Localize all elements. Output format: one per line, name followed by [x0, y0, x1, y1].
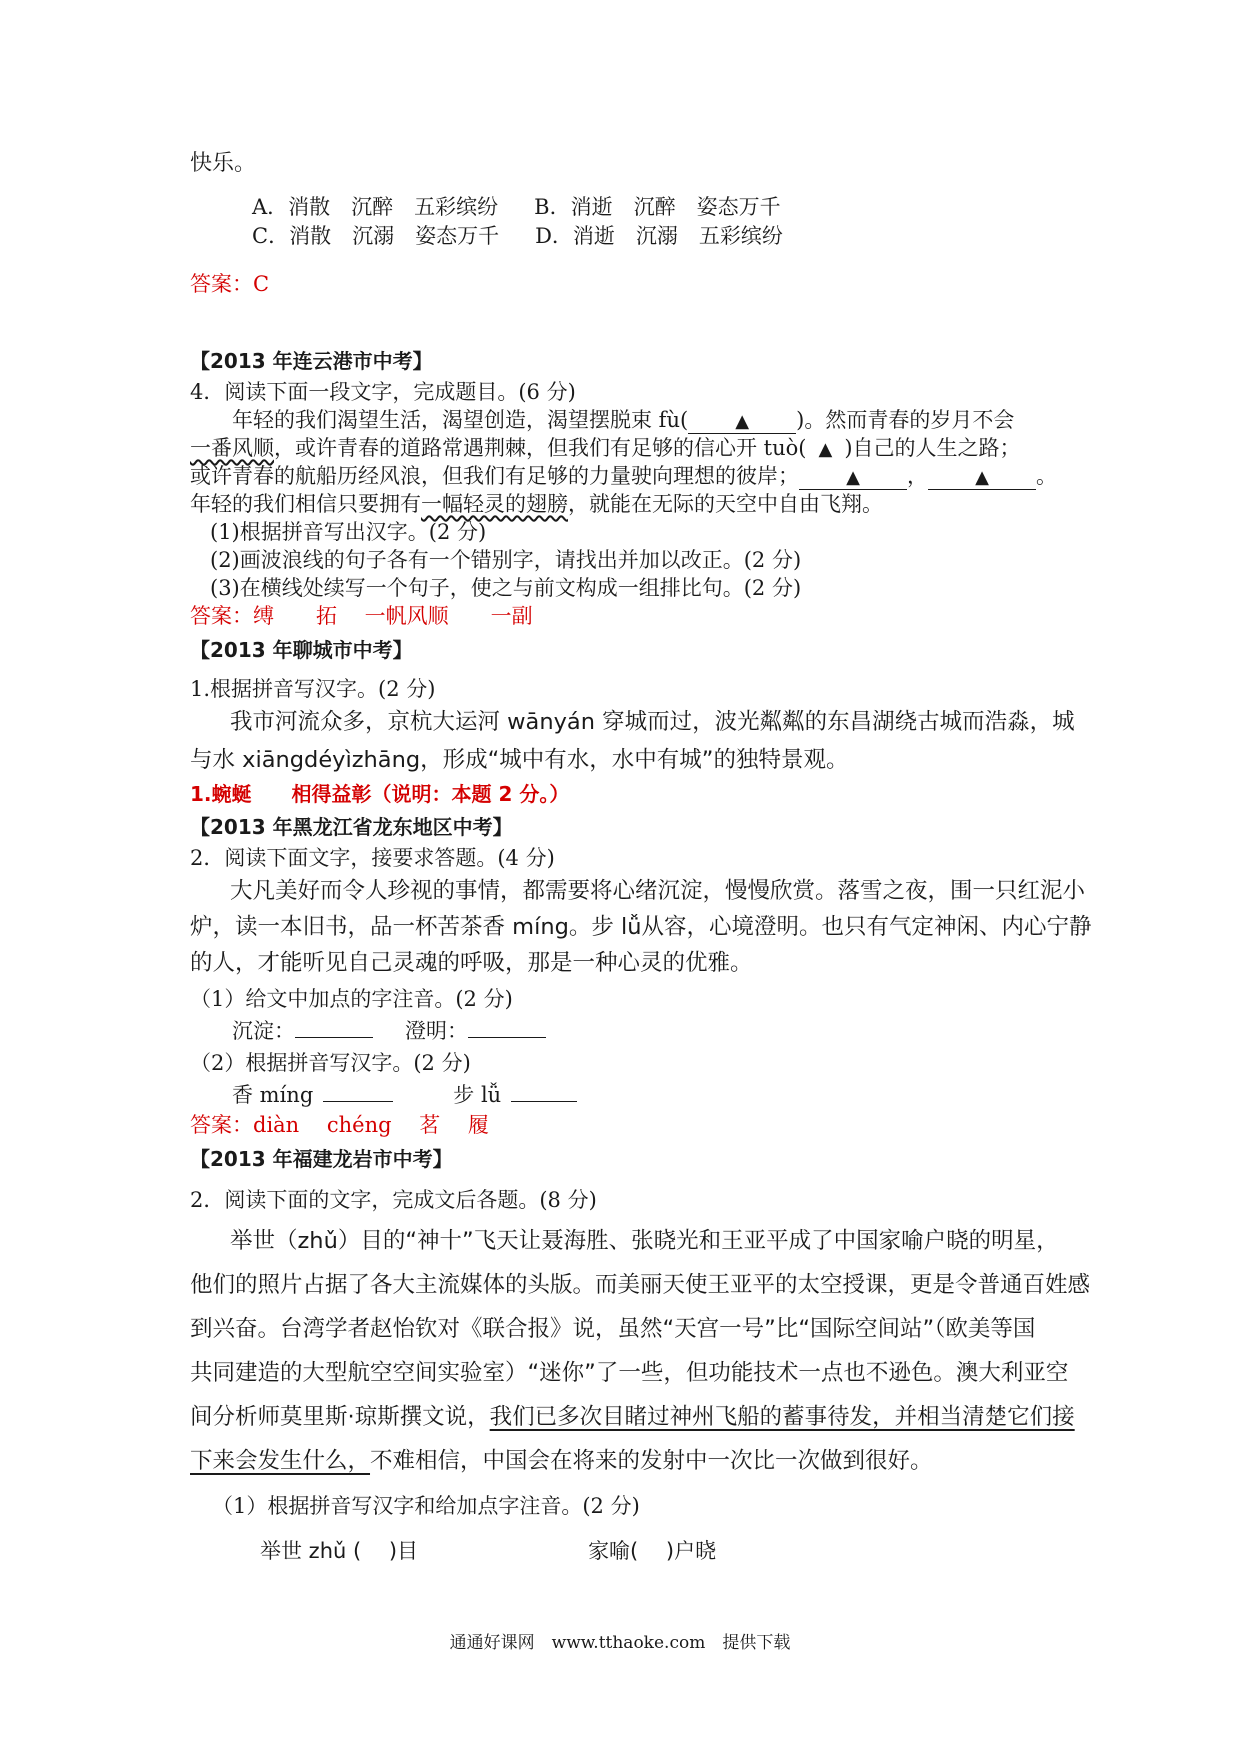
passage-4-line-4: 年轻的我们相信只要拥有一幅轻灵的翅膀，就能在无际的天空中自由飞翔。 — [190, 492, 883, 516]
option-row-2 — [252, 222, 1122, 250]
longyan-passage-line-3: 到兴奋。台湾学者赵怡钦对《联合报》说，虽然“天宫一号”比“国际空间站”（欧美等国 — [190, 1316, 1036, 1342]
heilongjiang-passage-line-1: 大凡美好而令人珍视的事情，都需要将心绪沉淀，慢慢欣赏。落雪之夜，围一只红泥小 — [230, 878, 1086, 904]
passage-4-line-1: 年轻的我们渴望生活，渴望创造，渴望摆脱束 fù( ▲ )。然而青春的岁月不会 — [232, 408, 1015, 432]
sub-question-2: (2)画波浪线的句子各有一个错别字，请找出并加以改正。(2 分) — [210, 548, 802, 572]
longyan-passage-line-4: 共同建造的大型航空空间实验室）“迷你”了一些，但功能技术一点也不逊色。澳大利亚空 — [190, 1360, 1069, 1386]
triangle-icon: ▲ — [846, 467, 860, 488]
question-4: 4．阅读下面一段文字，完成题目。(6 分) — [190, 380, 576, 404]
continuation-blank-2[interactable] — [928, 465, 1036, 490]
pinyin-blank-dian[interactable] — [295, 1037, 373, 1038]
sub-question-3: (3)在横线处续写一个句子，使之与前文构成一组排比句。(2 分) — [210, 576, 802, 600]
section-heading-heilongjiang: 【2013 年黑龙江省龙东地区中考】 — [190, 815, 513, 839]
longyan-sub-question-1: （1）根据拼音写汉字和给加点字注音。(2 分) — [212, 1494, 640, 1518]
option-a: A．消散 沉醉 五彩缤纷 — [252, 195, 499, 219]
triangle-icon: ▲ — [735, 411, 750, 432]
heilongjiang-passage-line-2: 炉，读一本旧书，品一杯苦茶香 míng。步 lǚ从容，心境澄明。也只有气定神闲、内心宁静 — [190, 914, 1092, 940]
liaocheng-passage-line-2: 与水 xiāngdéyìzhāng，形成“城中有水，水中有城”的独特景观。 — [190, 747, 849, 773]
hanzi-blank-lv[interactable] — [511, 1101, 577, 1102]
heilongjiang-passage-line-3: 的人，才能听见自己灵魂的呼吸，那是一种心灵的优雅。 — [190, 950, 753, 976]
section-heading-liaocheng: 【2013 年聊城市中考】 — [190, 638, 413, 662]
section-heading-longyan: 【2013 年福建龙岩市中考】 — [190, 1147, 453, 1171]
triangle-icon: ▲ — [818, 439, 833, 460]
question-1-liaocheng: 1.根据拼音写汉字。(2 分) — [190, 677, 436, 701]
longyan-passage-line-2: 他们的照片占据了各大主流媒体的头版。而美丽天使王亚平的太空授课，更是令普通百姓感 — [190, 1272, 1091, 1298]
hanzi-blanks-row: 香 míng 步 lǚ — [232, 1081, 1102, 1109]
continuation-text: 快乐。 — [190, 151, 257, 176]
pinyin-blank-cheng[interactable] — [468, 1037, 546, 1038]
answer-blank[interactable] — [688, 409, 796, 434]
question-2-heilongjiang: 2．阅读下面文字，接要求答题。(4 分) — [190, 846, 555, 870]
answer-1: 答案：C — [190, 272, 270, 296]
answer-2: 答案：缚 拓 一帆风顺 一副 — [190, 604, 533, 628]
option-b: B．消逝 沉醉 姿态万千 — [534, 195, 781, 219]
heilongjiang-sub-question-2: （2）根据拼音写汉字。(2 分) — [190, 1051, 471, 1075]
option-c: C．消散 沉溺 姿态万千 — [252, 224, 500, 248]
underlined-sentence: 我们已多次目睹过神州飞船的蓄事待发，并相当清楚它们接 — [489, 1404, 1075, 1430]
longyan-passage-line-6: 下来会发生什么，不难相信，中国会在将来的发射中一次比一次做到很好。 — [190, 1448, 933, 1474]
underlined-sentence-end: 下来会发生什么， — [190, 1448, 371, 1474]
page-footer: 通通好课网 www.tthaoke.com 提供下载 — [449, 1633, 791, 1653]
continuation-blank-1[interactable] — [799, 465, 907, 490]
heilongjiang-sub-question-1: （1）给文中加点的字注音。(2 分) — [190, 987, 513, 1011]
sub-question-1: (1)根据拼音写出汉字。(2 分) — [210, 520, 487, 544]
hanzi-blank-ming[interactable] — [323, 1101, 393, 1102]
answer-4: 答案：diàn chéng 茗 履 — [190, 1113, 489, 1137]
triangle-icon: ▲ — [975, 467, 989, 488]
question-2-longyan: 2．阅读下面的文字，完成文后各题。(8 分) — [190, 1188, 597, 1212]
option-d: D．消逝 沉溺 五彩缤纷 — [535, 224, 783, 248]
answer-3: 1.蜿蜒 相得益彰（说明：本题 2 分。） — [190, 782, 570, 806]
option-row-1 — [252, 193, 1122, 221]
liaocheng-passage-line-1: 我市河流众多，京杭大运河 wānyán 穿城而过，波光粼粼的东昌湖绕古城而浩淼，城 — [230, 709, 1075, 735]
passage-4-line-2: 一番风顺，或许青春的道路常遇荆棘，但我们有足够的信心开 tuò( ▲ )自己的人生之路； — [190, 436, 1021, 460]
section-heading-lianyungang: 【2013 年连云港市中考】 — [190, 349, 433, 373]
passage-4-line-3: 或许青春的航船历经风浪，但我们有足够的力量驶向理想的彼岸； ▲ ， ▲ 。 — [190, 464, 1057, 488]
longyan-passage-line-5: 间分析师莫里斯·琼斯撰文说，我们已多次目睹过神州飞船的蓄事待发，并相当清楚它们接 — [190, 1404, 1075, 1430]
longyan-blanks-row: 举世 zhǔ ( )目 家喻( )户晓 — [260, 1539, 717, 1563]
pinyin-blanks-row: 沉淀： 澄明： — [232, 1017, 1102, 1045]
longyan-passage-line-1: 举世（zhǔ）目的“神十”飞天让聂海胜、张晓光和王亚平成了中国家喻户晓的明星， — [230, 1228, 1059, 1254]
